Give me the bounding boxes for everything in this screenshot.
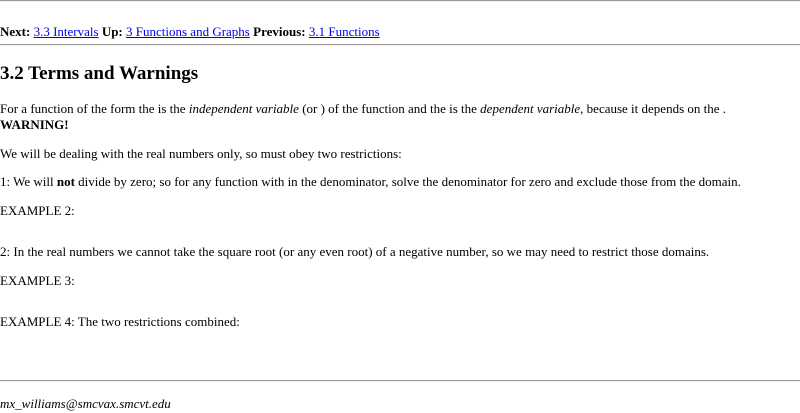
real-numbers-paragraph: We will be dealing with the real numbers only, so must obey two restrictions:	[0, 146, 402, 161]
restriction-1-paragraph	[0, 174, 741, 189]
example-4-label: EXAMPLE 4: The two restrictions combined:	[0, 314, 240, 329]
top-rule	[0, 0, 800, 2]
up-label: Up:	[101, 24, 123, 39]
previous-link[interactable]: 3.1 Functions	[308, 24, 380, 39]
nav-rule	[0, 44, 800, 46]
example-3-label: EXAMPLE 3:	[0, 273, 75, 288]
restriction-1-bold: not	[56, 174, 75, 189]
restriction-1-prefix: 1: We will	[0, 174, 57, 189]
intro-text-2: (or ) of the function and the is the	[298, 101, 481, 116]
dependent-variable-term: dependent variable	[480, 101, 581, 116]
intro-paragraph	[0, 101, 726, 116]
navigation-bar	[0, 24, 380, 39]
next-link[interactable]: 3.3 Intervals	[33, 24, 99, 39]
section-title: 3.2 Terms and Warnings	[0, 63, 199, 84]
intro-text-3: , because it depends on the .	[580, 101, 727, 116]
restriction-2-paragraph: 2: In the real numbers we cannot take the square root (or any even root) of a negative number, so we may need to restrict those domains.	[0, 244, 710, 259]
intro-text-1: For a function of the form the is the	[0, 101, 189, 116]
previous-label: Previous:	[253, 24, 306, 39]
independent-variable-term: independent variable	[188, 101, 299, 116]
next-label: Next:	[0, 24, 31, 39]
warning-heading: WARNING!	[0, 117, 69, 132]
example-2-label: EXAMPLE 2:	[0, 203, 75, 218]
footer-rule	[0, 380, 800, 382]
footer-email: mx_williams@smcvax.smcvt.edu	[0, 396, 171, 411]
up-link[interactable]: 3 Functions and Graphs	[126, 24, 250, 39]
restriction-1-suffix: divide by zero; so for any function with in the denominator, solve the denominator for zero and exclude those from the domain.	[74, 174, 741, 189]
